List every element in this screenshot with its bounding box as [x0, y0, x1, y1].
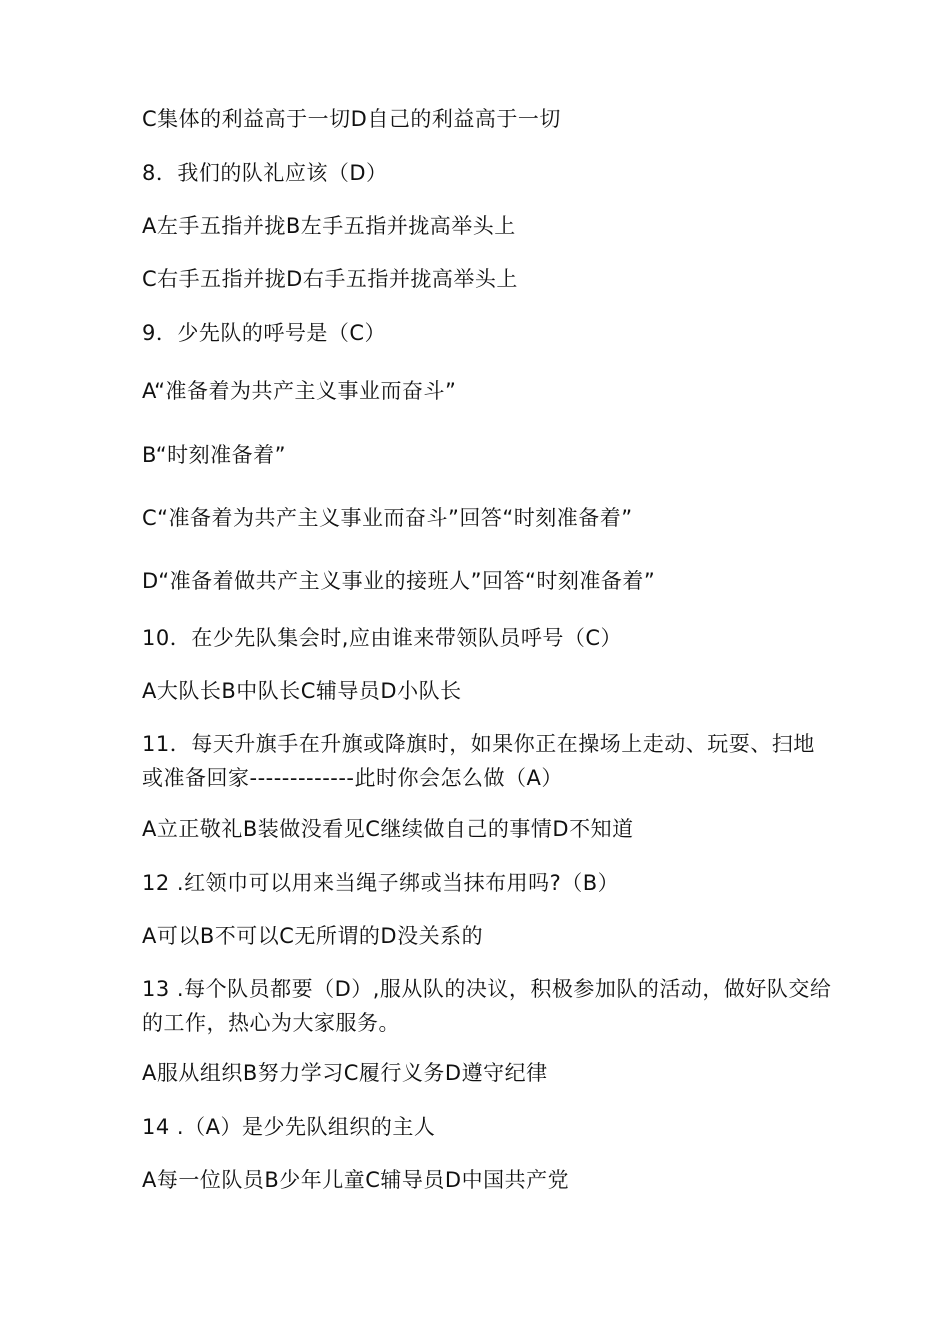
answer-option-q9-a: A“准备着为共产主义事业而奋斗” [142, 379, 457, 403]
question-11: 11．每天升旗手在升旗或降旗时，如果你正在操场上走动、玩耍、扫地或准备回家-------------此时你会怎么做（A） [142, 732, 815, 790]
answer-options-q11: A立正敬礼B装做没看见C继续做自己的事情D不知道 [142, 817, 634, 841]
answer-options-q8-cd: C右手五指并拢D右手五指并拢高举头上 [142, 267, 518, 291]
answer-option-q9-c: C“准备着为共产主义事业而奋斗”回答“时刻准备着” [142, 506, 633, 530]
answer-options-q7-cd: C集体的利益高于一切D自己的利益高于一切 [142, 107, 561, 131]
question-13: 13 .每个队员都要（D）,服从队的决议，积极参加队的活动，做好队交给的工作，热心为大家服务。 [142, 977, 832, 1035]
answer-option-q9-b: B“时刻准备着” [142, 443, 287, 467]
answer-options-q10: A大队长B中队长C辅导员D小队长 [142, 679, 462, 703]
answer-option-q9-d: D“准备着做共产主义事业的接班人”回答“时刻准备着” [142, 569, 656, 593]
question-10: 10．在少先队集会时,应由谁来带领队员呼号（C） [142, 626, 623, 650]
answer-options-q14: A每一位队员B少年儿童C辅导员D中国共产党 [142, 1168, 570, 1192]
question-9: 9．少先队的呼号是（C） [142, 321, 387, 345]
question-8: 8．我们的队礼应该（D） [142, 161, 388, 185]
question-12: 12 .红领巾可以用来当绳子绑或当抹布用吗?（B） [142, 871, 620, 895]
answer-options-q13: A服从组织B努力学习C履行义务D遵守纪律 [142, 1061, 548, 1085]
answer-options-q12: A可以B不可以C无所谓的D没关系的 [142, 924, 484, 948]
answer-options-q8-ab: A左手五指并拢B左手五指并拢高举头上 [142, 214, 516, 238]
question-14: 14 .（A）是少先队组织的主人 [142, 1115, 436, 1139]
